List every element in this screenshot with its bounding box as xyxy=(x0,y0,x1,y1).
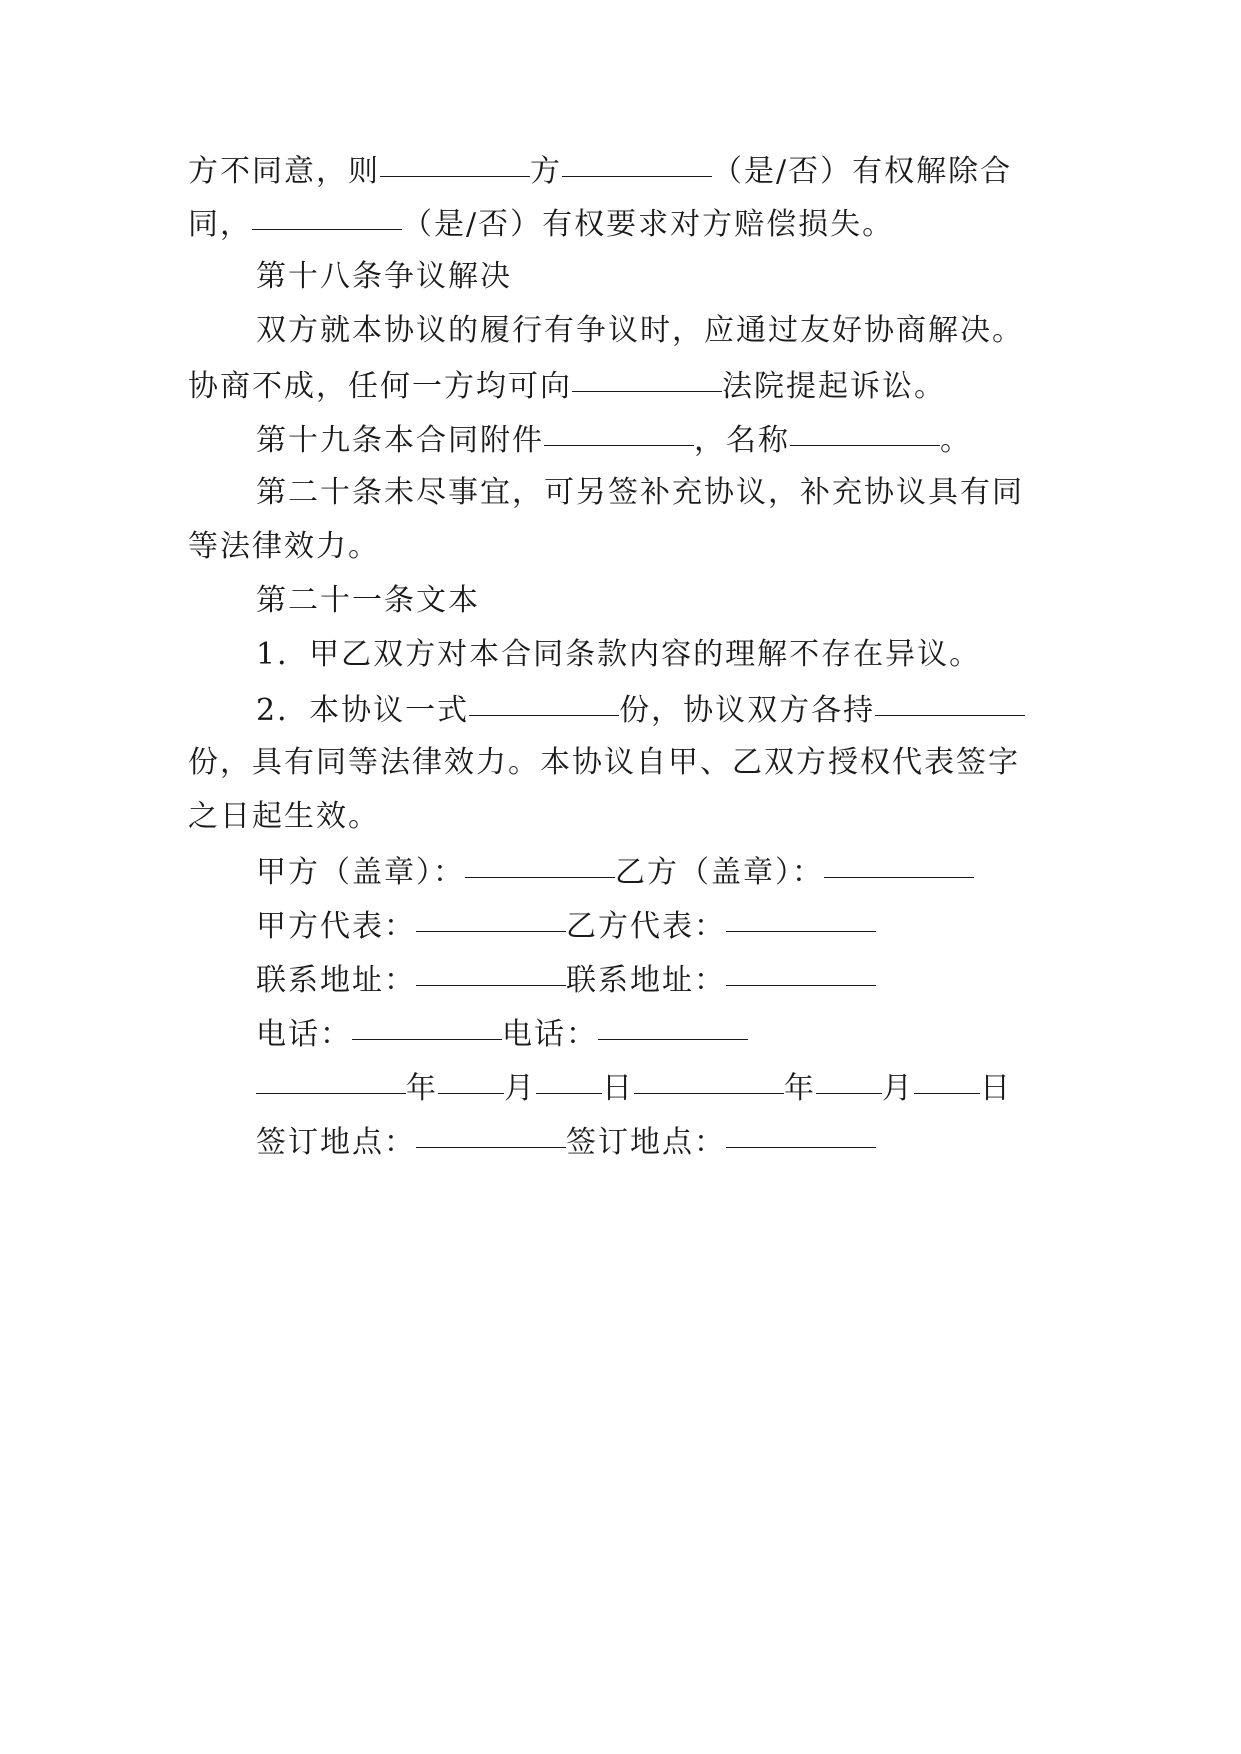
party-a-address-label: 联系地址： xyxy=(256,963,416,998)
year-label: 年 xyxy=(406,1071,438,1106)
clause-20-line-2 xyxy=(188,527,380,567)
clause-21-item-1 xyxy=(256,635,981,675)
clause-20-line-1 xyxy=(256,473,1024,513)
clause-18-body-line-2 xyxy=(188,365,946,405)
fill-in-blank[interactable] xyxy=(790,415,940,446)
month-label: 月 xyxy=(882,1071,914,1106)
party-a-place-label: 签订地点： xyxy=(256,1125,416,1160)
text-segment: 2．本协议一式 xyxy=(256,693,470,728)
party-b-seal-field[interactable] xyxy=(824,847,974,878)
text-segment: 第二十条未尽事宜，可另签补充协议，补充协议具有同 xyxy=(256,475,1024,510)
text-segment: 之日起生效。 xyxy=(188,799,380,834)
clause-21-heading xyxy=(256,581,480,621)
party-b-year-field[interactable] xyxy=(634,1063,784,1094)
signature-representative-row xyxy=(256,905,876,945)
text-segment: 协商不成，任何一方均可向 xyxy=(188,369,572,404)
day-label: 日 xyxy=(980,1071,1012,1106)
clause-21-item-2-line-3 xyxy=(188,797,380,837)
text-segment: 份，协议双方各持 xyxy=(619,693,876,728)
party-a-rep-label: 甲方代表： xyxy=(256,909,416,944)
party-a-day-field[interactable] xyxy=(536,1063,602,1094)
party-b-place-field[interactable] xyxy=(726,1117,876,1148)
text-segment: ，名称 xyxy=(694,423,790,458)
party-b-phone-field[interactable] xyxy=(598,1009,748,1040)
party-a-address-field[interactable] xyxy=(416,955,566,986)
party-b-address-label: 联系地址： xyxy=(566,963,726,998)
year-label: 年 xyxy=(784,1071,816,1106)
party-b-rep-field[interactable] xyxy=(726,901,876,932)
text-segment: 同， xyxy=(188,207,252,242)
clause-17-continued-line-1 xyxy=(188,150,1012,190)
party-b-place-label: 签订地点： xyxy=(566,1125,726,1160)
signature-seal-row xyxy=(256,851,974,891)
party-a-place-field[interactable] xyxy=(416,1117,566,1148)
party-b-address-field[interactable] xyxy=(726,955,876,986)
text-segment: 等法律效力。 xyxy=(188,529,380,564)
party-b-rep-label: 乙方代表： xyxy=(566,909,726,944)
fill-in-blank[interactable] xyxy=(875,685,1025,716)
clause-17-continued-line-2 xyxy=(188,203,894,243)
text-segment: 双方就本协议的履行有争议时，应通过友好协商解决。 xyxy=(256,313,1024,348)
day-label: 日 xyxy=(602,1071,634,1106)
text-segment: 法院提起诉讼。 xyxy=(722,369,946,404)
fill-in-blank[interactable] xyxy=(380,146,530,177)
text-segment: 第十九条本合同附件 xyxy=(256,423,544,458)
text-segment: （是/否）有权要求对方赔偿损失。 xyxy=(402,207,895,242)
text-segment: 。 xyxy=(940,423,972,458)
heading-text: 第二十一条文本 xyxy=(256,583,480,618)
signature-address-row xyxy=(256,959,876,999)
month-label: 月 xyxy=(504,1071,536,1106)
party-a-phone-field[interactable] xyxy=(352,1009,502,1040)
fill-in-blank[interactable] xyxy=(562,146,712,177)
party-b-seal-label: 乙方（盖章）： xyxy=(615,855,824,890)
text-segment: 份，具有同等法律效力。本协议自甲、乙双方授权代表签字 xyxy=(188,745,1020,780)
text-segment: （是/否）有权解除合 xyxy=(712,154,1013,189)
fill-in-blank[interactable] xyxy=(252,199,402,230)
party-a-rep-field[interactable] xyxy=(416,901,566,932)
signature-phone-row xyxy=(256,1013,748,1053)
party-b-day-field[interactable] xyxy=(914,1063,980,1094)
clause-21-item-2-line-2 xyxy=(188,743,1020,783)
heading-text: 第十八条争议解决 xyxy=(256,259,512,294)
text-segment: 1．甲乙双方对本合同条款内容的理解不存在异议。 xyxy=(256,637,982,672)
signature-place-row xyxy=(256,1121,876,1161)
clause-21-item-2-line-1 xyxy=(256,689,1025,729)
clause-18-heading xyxy=(256,257,512,297)
text-segment: 方 xyxy=(530,154,562,189)
party-b-phone-label: 电话： xyxy=(502,1017,598,1052)
party-a-seal-label: 甲方（盖章）： xyxy=(256,855,465,890)
fill-in-blank[interactable] xyxy=(469,685,619,716)
party-b-month-field[interactable] xyxy=(816,1063,882,1094)
text-segment: 方不同意，则 xyxy=(188,154,380,189)
clause-18-body-line-1 xyxy=(256,311,1024,351)
signature-date-row xyxy=(256,1067,1012,1107)
fill-in-blank[interactable] xyxy=(544,415,694,446)
party-a-year-field[interactable] xyxy=(256,1063,406,1094)
fill-in-blank[interactable] xyxy=(572,361,722,392)
party-a-month-field[interactable] xyxy=(438,1063,504,1094)
clause-19-line xyxy=(256,419,972,459)
party-a-phone-label: 电话： xyxy=(256,1017,352,1052)
party-a-seal-field[interactable] xyxy=(465,847,615,878)
